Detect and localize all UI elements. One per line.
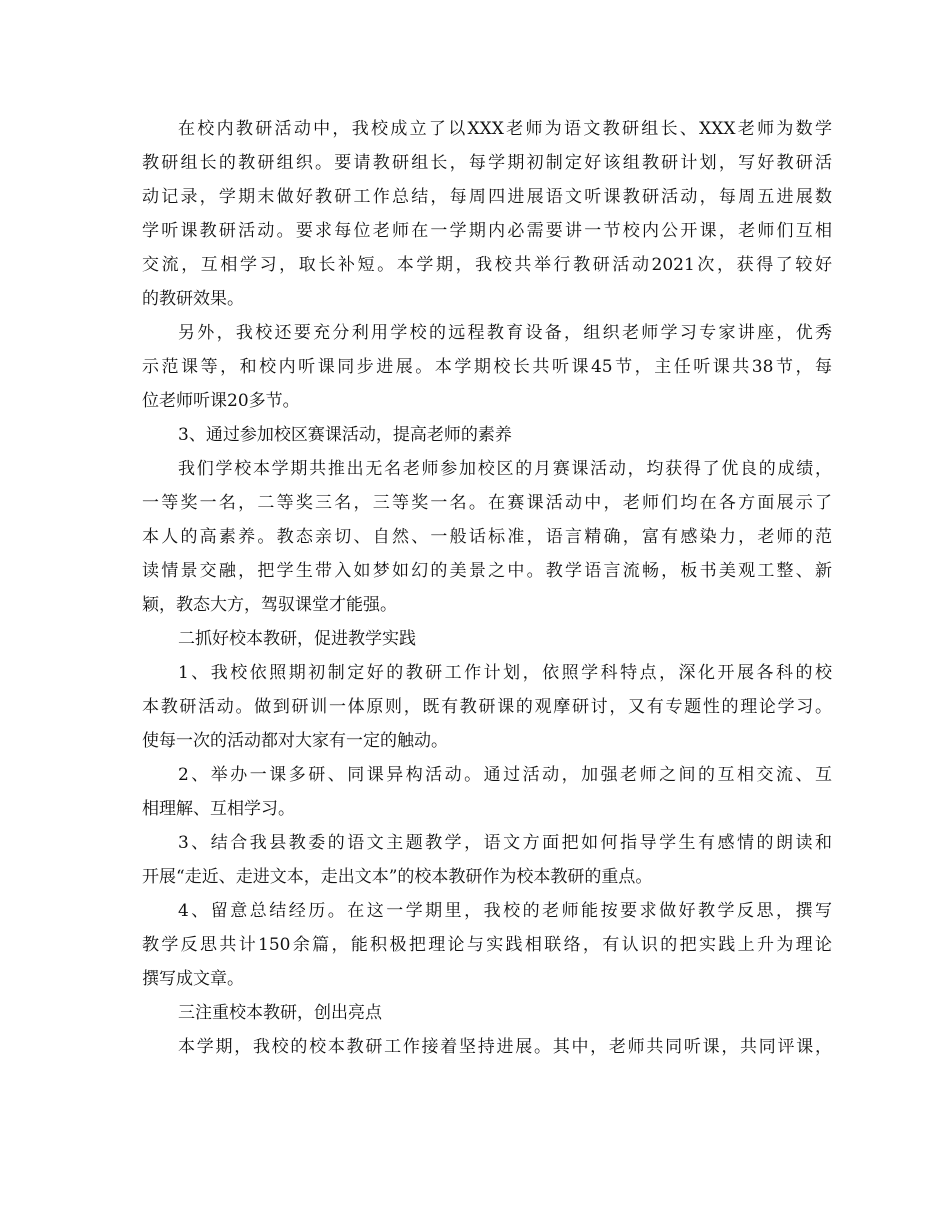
paragraph-line: 读情景交融，把学生带入如梦如幻的美景之中。教学语言流畅，板书美观工整、新 bbox=[142, 561, 832, 581]
section-heading: 二抓好校本教研，促进教学实践 bbox=[178, 629, 416, 649]
paragraph-line: 4、留意总结经历。在这一学期里，我校的老师能按要求做好教学反思，撰写 bbox=[178, 901, 832, 921]
paragraph-line: 使每一次的活动都对大家有一定的触动。 bbox=[142, 731, 448, 751]
paragraph-line: 交流，互相学习，取长补短。本学期，我校共举行教研活动2021次，获得了较好 bbox=[142, 255, 832, 275]
paragraph-line: 教学反思共计150余篇，能积极把理论与实践相联络，有认识的把实践上升为理论 bbox=[142, 935, 832, 955]
paragraph-line: 3、结合我县教委的语文主题教学，语文方面把如何指导学生有感情的朗读和 bbox=[178, 833, 832, 853]
paragraph-line: 本人的高素养。教态亲切、自然、一般话标准，语言精确，富有感染力，老师的范 bbox=[142, 527, 832, 547]
paragraph-line: 一等奖一名，二等奖三名，三等奖一名。在赛课活动中，老师们均在各方面展示了 bbox=[142, 493, 832, 513]
paragraph-line: 另外，我校还要充分利用学校的远程教育设备，组织老师学习专家讲座，优秀 bbox=[178, 323, 832, 343]
paragraph-line: 本教研活动。做到研训一体原则，既有教研课的观摩研讨，又有专题性的理论学习。 bbox=[142, 697, 832, 717]
paragraph-line: 示范课等，和校内听课同步进展。本学期校长共听课45节，主任听课共38节，每 bbox=[142, 357, 832, 377]
paragraph-line: 教研组长的教研组织。要请教研组长，每学期初制定好该组教研计划，写好教研活 bbox=[142, 153, 832, 173]
paragraph-line: 的教研效果。 bbox=[142, 289, 244, 309]
section-heading: 3、通过参加校区赛课活动，提高老师的素养 bbox=[178, 425, 512, 445]
paragraph-line: 我们学校本学期共推出无名老师参加校区的月赛课活动，均获得了优良的成绩， bbox=[178, 459, 832, 479]
paragraph-line: 动记录，学期末做好教研工作总结，每周四进展语文听课教研活动，每周五进展数 bbox=[142, 187, 832, 207]
document-page bbox=[142, 112, 832, 1064]
paragraph-line: 颖，教态大方，驾驭课堂才能强。 bbox=[142, 595, 397, 615]
paragraph-line: 开展“走近、走进文本，走出文本”的校本教研作为校本教研的重点。 bbox=[142, 867, 653, 887]
section-heading: 三注重校本教研，创出亮点 bbox=[178, 1003, 382, 1023]
paragraph-line: 1、我校依照期初制定好的教研工作计划，依照学科特点，深化开展各科的校 bbox=[178, 663, 832, 683]
paragraph-line: 在校内教研活动中，我校成立了以XXX老师为语文教研组长、XXX老师为数学 bbox=[178, 119, 832, 139]
paragraph-line: 撰写成文章。 bbox=[142, 969, 244, 989]
paragraph-line: 2、举办一课多研、同课异构活动。通过活动，加强老师之间的互相交流、互 bbox=[178, 765, 832, 785]
paragraph-line: 本学期，我校的校本教研工作接着坚持进展。其中，老师共同听课，共同评课， bbox=[178, 1037, 832, 1057]
paragraph-line: 相理解、互相学习。 bbox=[142, 799, 295, 819]
paragraph-line: 学听课教研活动。要求每位老师在一学期内必需要讲一节校内公开课，老师们互相 bbox=[142, 221, 832, 241]
paragraph-line: 位老师听课20多节。 bbox=[142, 391, 300, 411]
